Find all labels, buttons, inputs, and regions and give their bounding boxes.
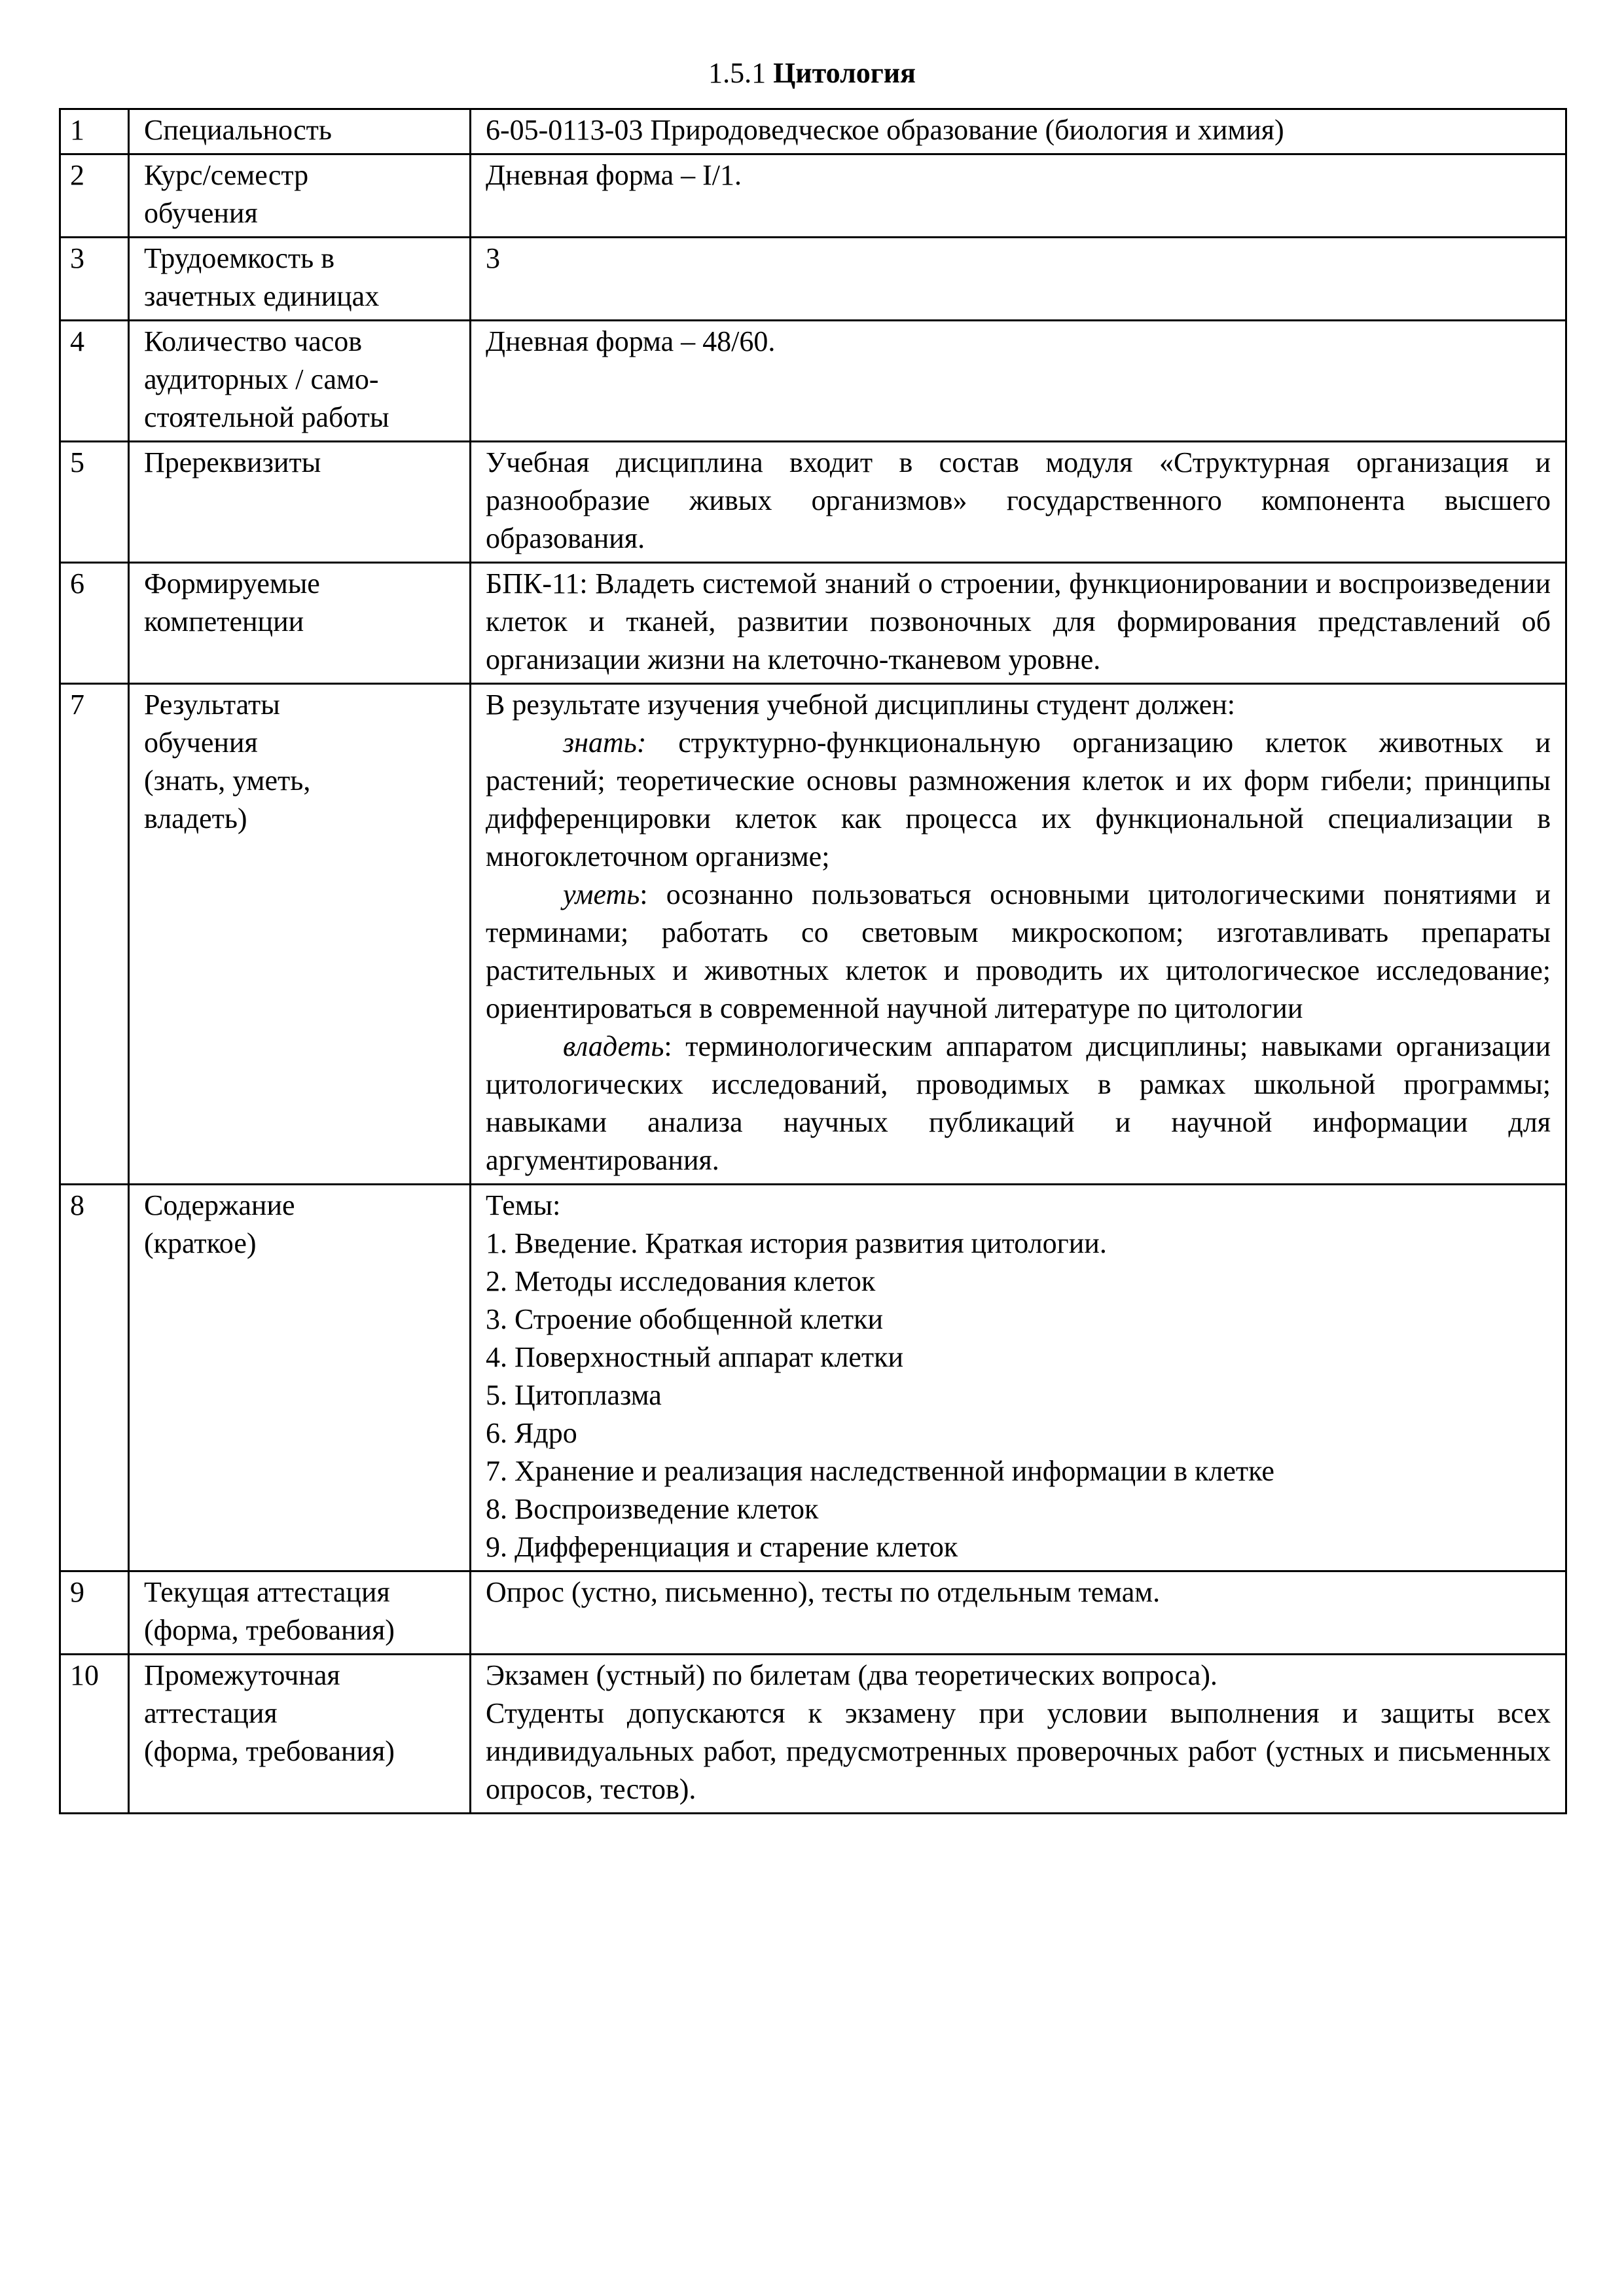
row-label-line: (форма, требования) <box>144 1614 395 1646</box>
outcome-own-text: : терминологическим аппаратом дисциплины; навыками организации цитологических исследований, проводимых в рамках школьной программы; навыками анализа научных публикаций и научной информации для аргументирования. <box>486 1030 1551 1176</box>
outcome-own-term: владеть <box>563 1030 664 1062</box>
outcome-own <box>486 1028 1551 1179</box>
row-number: 2 <box>60 154 129 238</box>
row-number: 9 <box>60 1571 129 1655</box>
row-number: 7 <box>60 684 129 1185</box>
topic-item: 6. Ядро <box>486 1417 577 1449</box>
course-semester-value: Дневная форма – I/1. <box>486 159 742 191</box>
row-label-line: обучения <box>144 726 258 759</box>
section-number: 1.5.1 <box>708 57 767 89</box>
row-label-line: владеть) <box>144 802 247 834</box>
topic-item: 5. Цитоплазма <box>486 1379 662 1411</box>
topic-item: 9. Дифференциация и старение клеток <box>486 1531 958 1563</box>
topics-heading: Темы: <box>486 1189 561 1221</box>
topic-item: 4. Поверхностный аппарат клетки <box>486 1341 904 1373</box>
row-label <box>129 321 471 442</box>
row-value <box>471 563 1566 684</box>
table-row <box>60 684 1566 1185</box>
row-value <box>471 1185 1566 1571</box>
row-label-line: (форма, требования) <box>144 1735 395 1767</box>
competencies-value: БПК-11: Владеть системой знаний о строении, функционировании и воспроизведении клеток и тканей, развитии позвоночных для формирования представлений об организации жизни на клеточно-тканевом уровне. <box>486 567 1551 675</box>
topic-item: 8. Воспроизведение клеток <box>486 1493 819 1525</box>
table-row <box>60 1571 1566 1655</box>
table-row <box>60 109 1566 154</box>
row-number: 8 <box>60 1185 129 1571</box>
row-value <box>471 442 1566 563</box>
row-label-line: Промежуточная <box>144 1659 340 1691</box>
row-label-line: Результаты <box>144 689 280 721</box>
outcome-can <box>486 876 1551 1028</box>
row-number: 5 <box>60 442 129 563</box>
topic-item: 3. Строение обобщенной клетки <box>486 1303 884 1335</box>
topic-item: 7. Хранение и реализация наследственной информации в клетке <box>486 1455 1274 1487</box>
table-row <box>60 1185 1566 1571</box>
outcome-can-term: уметь <box>563 878 640 910</box>
discipline-name: Цитология <box>773 57 916 89</box>
row-number: 3 <box>60 238 129 321</box>
row-label-line: Специальность <box>144 114 332 146</box>
row-label-line: аудиторных / само- <box>144 363 379 395</box>
discipline-info-table <box>59 108 1567 1814</box>
intermediate-assessment-admission: Студенты допускаются к экзамену при условии выполнения и защиты всех индивидуальных работ, предусмотренных проверочных работ (устных и письменных опросов, тестов). <box>486 1697 1551 1805</box>
row-label-line: компетенции <box>144 605 304 637</box>
learning-outcomes-intro: В результате изучения учебной дисциплины студент должен: <box>486 689 1236 721</box>
page-title <box>0 55 1624 92</box>
outcome-know-text: структурно-функциональную организацию клеток животных и растений; теоретические основы размножения клеток и их форм гибели; принципы дифференцировки клеток как процесса их функциональной специализации в многоклеточном организме; <box>486 726 1551 872</box>
credits-value: 3 <box>486 242 500 274</box>
row-number: 10 <box>60 1655 129 1814</box>
row-value <box>471 1571 1566 1655</box>
row-number: 6 <box>60 563 129 684</box>
row-value <box>471 1655 1566 1814</box>
row-label <box>129 684 471 1185</box>
row-label-line: обучения <box>144 197 258 229</box>
table-row <box>60 321 1566 442</box>
current-assessment-value: Опрос (устно, письменно), тесты по отдельным темам. <box>486 1576 1161 1608</box>
row-label-line: Количество часов <box>144 325 363 357</box>
row-label-line: Трудоемкость в <box>144 242 334 274</box>
table-row <box>60 1655 1566 1814</box>
row-label-line: (знать, уметь, <box>144 764 311 797</box>
intermediate-assessment-exam: Экзамен (устный) по билетам (два теоретических вопроса). <box>486 1659 1218 1691</box>
outcome-can-text: : осознанно пользоваться основными цитологическими понятиями и терминами; работать со световым микроскопом; изготавливать препараты растительных и животных клеток и проводить их цитологическое исследование; ориентироваться в современной научной литературе по цитологии <box>486 878 1551 1024</box>
row-label <box>129 442 471 563</box>
outcome-know-term: знать: <box>563 726 647 759</box>
prerequisites-value: Учебная дисциплина входит в состав модуля «Структурная организация и разнообразие живых организмов» государственного компонента высшего образования. <box>486 446 1551 554</box>
row-value <box>471 154 1566 238</box>
row-label <box>129 1571 471 1655</box>
table-row <box>60 563 1566 684</box>
row-label-line: зачетных единицах <box>144 280 380 312</box>
row-value <box>471 321 1566 442</box>
row-label-line: (краткое) <box>144 1227 257 1259</box>
row-label <box>129 1185 471 1571</box>
topic-item: 2. Методы исследования клеток <box>486 1265 876 1297</box>
row-label <box>129 154 471 238</box>
row-label-line: Текущая аттестация <box>144 1576 390 1608</box>
table-row <box>60 154 1566 238</box>
table-row <box>60 238 1566 321</box>
topic-item: 1. Введение. Краткая история развития цитологии. <box>486 1227 1107 1259</box>
row-value <box>471 684 1566 1185</box>
row-value <box>471 109 1566 154</box>
table-row <box>60 442 1566 563</box>
row-label-line: аттестация <box>144 1697 278 1729</box>
row-label-line: Пререквизиты <box>144 446 321 478</box>
row-value <box>471 238 1566 321</box>
row-label-line: Формируемые <box>144 567 320 600</box>
row-number: 4 <box>60 321 129 442</box>
hours-value: Дневная форма – 48/60. <box>486 325 776 357</box>
row-number: 1 <box>60 109 129 154</box>
row-label <box>129 1655 471 1814</box>
specialty-value: 6-05-0113-03 Природоведческое образование (биология и химия) <box>486 114 1284 146</box>
row-label-line: Содержание <box>144 1189 295 1221</box>
row-label-line: стоятельной работы <box>144 401 389 433</box>
row-label <box>129 109 471 154</box>
row-label-line: Курс/семестр <box>144 159 309 191</box>
row-label <box>129 238 471 321</box>
row-label <box>129 563 471 684</box>
outcome-know <box>486 724 1551 876</box>
